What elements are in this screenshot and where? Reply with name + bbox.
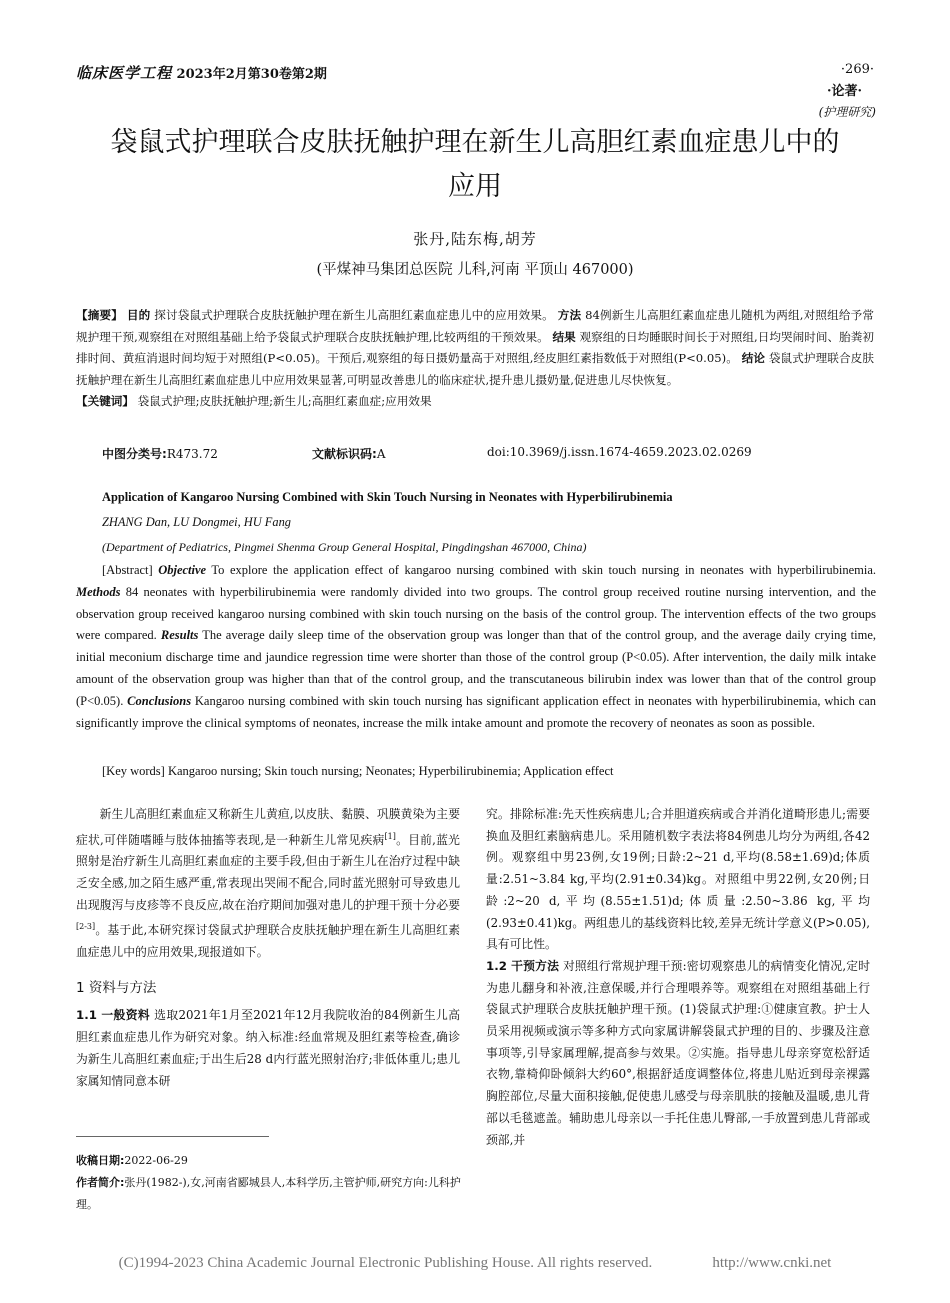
en-methods-label: Methods (76, 584, 121, 599)
methods-label: 方法 (557, 308, 582, 322)
section-1-1-label: 1.1 一般资料 (76, 1008, 151, 1023)
keywords-text: 袋鼠式护理;皮肤抚触护理;新生儿;高胆红素血症;应用效果 (137, 394, 432, 408)
criteria-paragraph: 究。排除标准:先天性疾病患儿;合并胆道疾病或合并消化道畸形患儿;需要换血及胆红素脑病患儿。采用随机数字表法将84例患儿均分为两组,各42例。观察组中男23例,女19例;日龄:2~21 d,平均(8.58±1.69)d;体质量:2.51~3.84 kg,平均(2.91±0.34)kg。对照组中男22例,女20例;日龄:2~20 d,平均(8.55±1.51)d;体质量:2.50~3.86 kg,平均(2.93±0.41)kg。两组患儿的基线资料比较,差异无统计学意义(P>0.05),具有可比性。 (486, 807, 870, 952)
en-results-label: Results (160, 628, 199, 643)
abstract-label: 【摘要】 (76, 308, 124, 322)
intro-text-2: 。目前,蓝光照射是治疗新生儿高胆红素血症的主要手段,但由于新生儿在治疗过程中缺乏安全感,加之陌生感严重,常表现出哭闹不配合,同时蓝光照射可导致患儿出现腹泻与皮疹等不良反应,故在治疗期间加强对患儿的护理干预十分必要 (76, 832, 460, 912)
results-label: 结果 (552, 329, 576, 344)
en-objective-text: To explore the application effect of kangaroo nursing combined with skin touch nursing in neonates with hyperbilirubinemia. (211, 563, 877, 577)
section-1-2-label: 1.2 干预方法 (486, 958, 560, 973)
english-abstract (76, 560, 876, 734)
received-label: 收稿日期: (76, 1154, 125, 1167)
doc-code (312, 445, 385, 462)
left-column (76, 804, 460, 1092)
journal-header (76, 62, 327, 83)
ref-1[interactable]: [1] (384, 831, 396, 841)
en-abstract-label: [Abstract] (102, 563, 153, 577)
objective-text: 探讨袋鼠式护理联合皮肤抚触护理在新生儿高胆红素血症患儿中的应用效果。 (154, 308, 554, 322)
english-keywords (102, 764, 613, 779)
doc-value: A (376, 447, 386, 461)
author-bio-text: 张丹(1982-),女,河南省郾城县人,本科学历,主管护师,研究方向:儿科护理。 (76, 1176, 461, 1211)
methods-text: 84例新生儿高胆红素血症患儿随机为两组,对照组给予常规护理干预,观察组在对照组基础上给予袋鼠式护理联合皮肤抚触护理,比较两组的干预效果。 (76, 308, 875, 344)
english-title: Application of Kangaroo Nursing Combined with Skin Touch Nursing in Neonates with Hyperbilirubinemia (102, 490, 673, 504)
cn-keywords (76, 391, 874, 413)
english-affiliation: (Department of Pediatrics, Pingmei Shenma Group General Hospital, Pingdingshan 467000, China) (102, 540, 587, 554)
issue-info: 2023年2月第30卷第2期 (176, 67, 327, 82)
footnote-divider (76, 1136, 269, 1137)
en-conclusions-text: Kangaroo nursing combined with skin touch nursing has significant application effect in neonates with hyperbilirubinemia, which can significantly improve the clinical symptoms of neonates, increase the milk intake amount and promote the recovery of neonates as soon as possible. (76, 693, 877, 730)
clc-value: R473.72 (166, 447, 218, 461)
title-line-2: 应用 (448, 171, 502, 202)
footnotes (76, 1150, 466, 1216)
objective-label: 目的 (126, 308, 151, 322)
section-tag: ·论著· (826, 84, 862, 99)
doc-label: 文献标识码: (312, 447, 377, 461)
affiliation: (平煤神马集团总医院 儿科,河南 平顶山 467000) (316, 262, 634, 278)
journal-name: 临床医学工程 (76, 64, 173, 82)
doi: doi:10.3969/j.issn.1674-4659.2023.02.0269 (487, 445, 752, 459)
english-authors: ZHANG Dan, LU Dongmei, HU Fang (102, 515, 291, 529)
section-1-1-text: 选取2021年1月至2021年12月我院收治的84例新生儿高胆红素血症患儿作为研究对象。纳入标准:经血常规及胆红素等检查,确诊为新生儿高胆红素血症;于出生后28 d内行蓝光照射治疗;非低体重儿;患儿家属知情同意本研 (76, 1008, 460, 1088)
en-keywords-text: Kangaroo nursing; Skin touch nursing; Neonates; Hyperbilirubinemia; Application effect (167, 764, 614, 778)
author-bio-label: 作者简介: (76, 1176, 125, 1189)
intro-text-3: 。基于此,本研究探讨袋鼠式护理联合皮肤抚触护理在新生儿高胆红素血症患儿中的应用效果,现报道如下。 (76, 923, 460, 960)
section-1-heading: 1 资料与方法 (76, 979, 157, 996)
author-bio (76, 1172, 466, 1216)
clc-number (102, 445, 218, 462)
received-value: 2022-06-29 (124, 1154, 188, 1167)
received-date (76, 1150, 466, 1172)
keywords-label: 【关键词】 (76, 394, 134, 408)
en-conclusions-label: Conclusions (127, 693, 192, 708)
article-title (60, 121, 890, 209)
title-line-1: 袋鼠式护理联合皮肤抚触护理在新生儿高胆红素血症患儿中的 (110, 127, 840, 158)
conclusions-text: 袋鼠式护理联合皮肤抚触护理在新生儿高胆红素血症患儿中应用效果显著,可明显改善患儿的临床症状,提升患儿摄奶量,促进患儿尽快恢复。 (76, 351, 874, 387)
chinese-abstract (76, 305, 874, 413)
ref-2-3[interactable]: [2-3] (76, 922, 96, 932)
en-keywords-label: [Key words] (102, 764, 165, 778)
subject-tag: (护理研究) (818, 105, 876, 119)
intro-text-1: 新生儿高胆红素血症又称新生儿黄疸,以皮肤、黏膜、巩膜黄染为主要症状,可伴随嗜睡与肢体抽搐等表现,是一种新生儿常见疾病 (76, 807, 460, 847)
cn-abstract-body (76, 305, 874, 391)
en-objective-label: Objective (158, 563, 207, 577)
intro-paragraph (76, 804, 460, 964)
en-results-text: The average daily sleep time of the observation group was longer than that of the control group, and the average daily crying time, initial meconium discharge time and jaundice regression time were shorter than those of the control group (P<0.05). After intervention, the daily milk intake amount of the observation group was higher than that of the control group, and the transcutaneous bilirubin index was lower than that of the control group (P<0.05). (76, 628, 876, 708)
results-text: 观察组的日均睡眠时间长于对照组,日均哭闹时间、胎粪初排时间、黄疸消退时间均短于对照组(P<0.05)。干预后,观察组的每日摄奶量高于对照组,经皮胆红素指数低于对照组(P<0.05)。 (76, 329, 875, 365)
conclusions-label: 结论 (741, 351, 766, 365)
right-column (486, 804, 870, 1151)
cnki-link[interactable]: http://www.cnki.net (712, 1255, 832, 1271)
section-1-2-text: 对照组行常规护理干预:密切观察患儿的病情变化情况,定时为患儿翻身和补液,注意保暖,并行合理喂养等。观察组在对照组基础上行袋鼠式护理联合皮肤抚触护理干预。(1)袋鼠式护理:①健康宣教。护士人员采用视频或演示等多种方式向家属讲解袋鼠式护理的目的、步骤及注意事项等,引导家属理解,提高参与效果。②实施。指导患儿母亲穿宽松舒适衣物,靠椅仰卧倾斜大约60°,根据舒适度调整体位,将患儿贴近到母亲裸露胸腔部位,尽量大面积接触,促使患儿感受与母亲肌肤的接触及温暖,患儿背部以毛毯遮盖。辅助患儿母亲以一手托住患儿臀部,一手放置到患儿背部或颈部,并 (486, 958, 870, 1147)
section-1-1 (76, 1005, 460, 1092)
section-1-2 (486, 956, 870, 1151)
clc-label: 中图分类号: (102, 447, 167, 461)
authors: 张丹,陆东梅,胡芳 (413, 230, 537, 248)
copyright-notice (0, 1255, 950, 1272)
copyright-text: (C)1994-2023 China Academic Journal Electronic Publishing House. All rights reserved. (118, 1255, 653, 1271)
en-methods-text: 84 neonates with hyperbilirubinemia were randomly divided into two groups. The control group received routine nursing intervention, and the observation group received kangaroo nursing combined with skin touch nursing on the basis of the control group. The intervention effects of the two groups were compared. (76, 584, 877, 643)
page-number: ·269· (840, 62, 874, 77)
